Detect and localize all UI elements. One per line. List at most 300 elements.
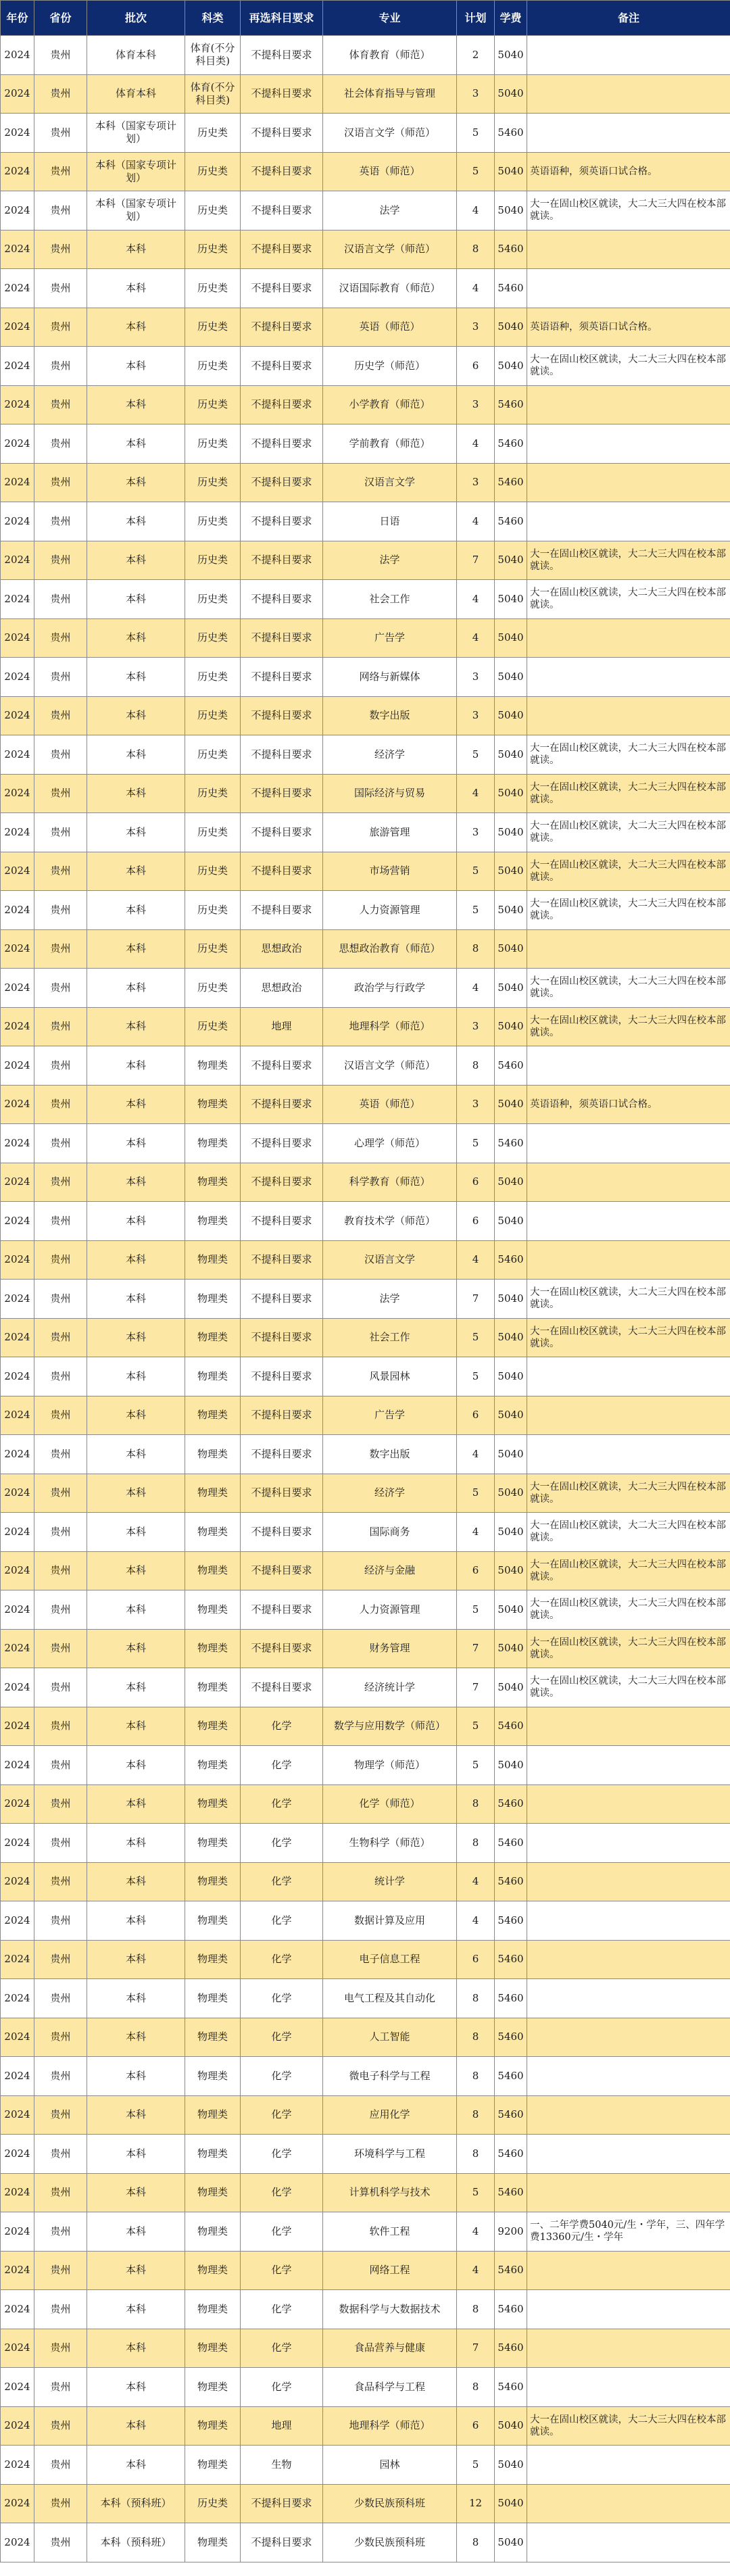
cell-plan-count: 5 — [457, 1357, 495, 1396]
cell-year: 2024 — [1, 2018, 34, 2057]
table-row — [1, 1357, 730, 1396]
cell-plan-count: 3 — [457, 308, 495, 347]
cell-elective-requirement: 化学 — [241, 2095, 323, 2135]
cell-elective-requirement: 不提科目要求 — [241, 735, 323, 775]
cell-elective-requirement: 不提科目要求 — [241, 774, 323, 813]
cell-elective-requirement: 不提科目要求 — [241, 658, 323, 697]
cell-remarks — [527, 1396, 730, 1435]
cell-province: 贵州 — [34, 385, 87, 424]
table-row — [1, 1746, 730, 1785]
cell-year: 2024 — [1, 347, 34, 386]
cell-elective-requirement: 不提科目要求 — [241, 74, 323, 114]
cell-tuition: 5460 — [495, 2329, 527, 2368]
cell-subject-category: 物理类 — [185, 1707, 241, 1746]
table-row — [1, 269, 730, 308]
cell-remarks: 大一在固山校区就读，大二大三大四在校本部就读。 — [527, 969, 730, 1008]
cell-year: 2024 — [1, 230, 34, 269]
cell-subject-category: 历史类 — [185, 269, 241, 308]
cell-remarks: 大一在固山校区就读，大二大三大四在校本部就读。 — [527, 735, 730, 775]
cell-tuition: 5460 — [495, 1862, 527, 1901]
cell-year: 2024 — [1, 541, 34, 580]
table-row — [1, 2212, 730, 2252]
cell-plan-count: 8 — [457, 1784, 495, 1824]
cell-plan-count: 5 — [457, 1124, 495, 1163]
cell-year: 2024 — [1, 1046, 34, 1086]
cell-subject-category: 历史类 — [185, 385, 241, 424]
cell-batch: 本科 — [87, 2290, 185, 2329]
cell-province: 贵州 — [34, 813, 87, 852]
cell-elective-requirement: 不提科目要求 — [241, 1163, 323, 1202]
cell-batch: 体育本科 — [87, 74, 185, 114]
cell-plan-count: 5 — [457, 1474, 495, 1513]
cell-plan-count: 5 — [457, 735, 495, 775]
cell-remarks — [527, 1862, 730, 1901]
cell-tuition: 5040 — [495, 813, 527, 852]
cell-remarks — [527, 2290, 730, 2329]
table-row — [1, 152, 730, 191]
cell-plan-count: 4 — [457, 502, 495, 541]
cell-remarks — [527, 1240, 730, 1280]
cell-subject-category: 历史类 — [185, 191, 241, 230]
table-row — [1, 1124, 730, 1163]
cell-plan-count: 5 — [457, 1746, 495, 1785]
cell-elective-requirement: 不提科目要求 — [241, 1668, 323, 1707]
cell-remarks — [527, 2057, 730, 2096]
cell-province: 贵州 — [34, 696, 87, 735]
cell-subject-category: 物理类 — [185, 1046, 241, 1086]
cell-year: 2024 — [1, 1862, 34, 1901]
table-row — [1, 1590, 730, 1630]
cell-remarks — [527, 1824, 730, 1863]
cell-plan-count: 8 — [457, 929, 495, 969]
cell-year: 2024 — [1, 2523, 34, 2562]
table-row — [1, 1824, 730, 1863]
cell-subject-category: 历史类 — [185, 929, 241, 969]
cell-year: 2024 — [1, 1396, 34, 1435]
cell-major: 国际商务 — [323, 1513, 457, 1552]
cell-major: 食品科学与工程 — [323, 2368, 457, 2407]
cell-year: 2024 — [1, 463, 34, 502]
cell-plan-count: 8 — [457, 2057, 495, 2096]
cell-remarks — [527, 2173, 730, 2212]
cell-elective-requirement: 不提科目要求 — [241, 2484, 323, 2523]
cell-province: 贵州 — [34, 424, 87, 464]
cell-year: 2024 — [1, 1901, 34, 1941]
table-row — [1, 774, 730, 813]
cell-province: 贵州 — [34, 1590, 87, 1630]
cell-major: 经济统计学 — [323, 1668, 457, 1707]
cell-subject-category: 物理类 — [185, 1824, 241, 1863]
cell-province: 贵州 — [34, 191, 87, 230]
table-row — [1, 2251, 730, 2290]
cell-year: 2024 — [1, 2290, 34, 2329]
cell-plan-count: 12 — [457, 2484, 495, 2523]
cell-major: 人工智能 — [323, 2018, 457, 2057]
cell-plan-count: 4 — [457, 1240, 495, 1280]
cell-remarks — [527, 2135, 730, 2174]
cell-remarks — [527, 2095, 730, 2135]
cell-year: 2024 — [1, 929, 34, 969]
cell-remarks — [527, 502, 730, 541]
cell-batch: 本科 — [87, 1240, 185, 1280]
table-row — [1, 1979, 730, 2018]
cell-major: 网络工程 — [323, 2251, 457, 2290]
cell-province: 贵州 — [34, 852, 87, 891]
cell-tuition: 5460 — [495, 463, 527, 502]
cell-plan-count: 5 — [457, 852, 495, 891]
cell-tuition: 5040 — [495, 891, 527, 930]
column-header-subject-category: 科类 — [185, 1, 241, 36]
cell-elective-requirement: 不提科目要求 — [241, 269, 323, 308]
table-row — [1, 2135, 730, 2174]
cell-year: 2024 — [1, 2057, 34, 2096]
cell-subject-category: 物理类 — [185, 1240, 241, 1280]
cell-subject-category: 物理类 — [185, 1474, 241, 1513]
cell-batch: 本科 — [87, 2368, 185, 2407]
cell-elective-requirement: 不提科目要求 — [241, 1474, 323, 1513]
column-header-remarks: 备注 — [527, 1, 730, 36]
cell-remarks: 大一在固山校区就读，大二大三大四在校本部就读。 — [527, 1513, 730, 1552]
cell-subject-category: 物理类 — [185, 1396, 241, 1435]
cell-subject-category: 物理类 — [185, 1862, 241, 1901]
cell-elective-requirement: 不提科目要求 — [241, 1551, 323, 1590]
cell-tuition: 5040 — [495, 696, 527, 735]
cell-subject-category: 物理类 — [185, 1590, 241, 1630]
cell-major: 数字出版 — [323, 1435, 457, 1474]
cell-batch: 本科（国家专项计划） — [87, 191, 185, 230]
cell-remarks — [527, 1435, 730, 1474]
cell-plan-count: 8 — [457, 230, 495, 269]
cell-plan-count: 6 — [457, 1551, 495, 1590]
cell-major: 园林 — [323, 2446, 457, 2485]
cell-plan-count: 5 — [457, 1707, 495, 1746]
cell-subject-category: 历史类 — [185, 580, 241, 619]
cell-subject-category: 物理类 — [185, 1979, 241, 2018]
cell-remarks: 大一在固山校区就读，大二大三大四在校本部就读。 — [527, 1474, 730, 1513]
table-row — [1, 852, 730, 891]
cell-major: 数据科学与大数据技术 — [323, 2290, 457, 2329]
cell-tuition: 5040 — [495, 1318, 527, 1357]
cell-province: 贵州 — [34, 2446, 87, 2485]
cell-major: 市场营销 — [323, 852, 457, 891]
cell-elective-requirement: 不提科目要求 — [241, 813, 323, 852]
cell-plan-count: 3 — [457, 74, 495, 114]
cell-subject-category: 历史类 — [185, 658, 241, 697]
table-row — [1, 813, 730, 852]
cell-province: 贵州 — [34, 541, 87, 580]
cell-remarks: 一、二年学费5040元/生・学年，三、四年学费13360元/生・学年 — [527, 2212, 730, 2252]
cell-province: 贵州 — [34, 1163, 87, 1202]
cell-major: 社会体育指导与管理 — [323, 74, 457, 114]
cell-tuition: 5040 — [495, 1280, 527, 1319]
cell-remarks — [527, 1707, 730, 1746]
cell-remarks: 大一在固山校区就读，大二大三大四在校本部就读。 — [527, 1629, 730, 1668]
cell-province: 贵州 — [34, 502, 87, 541]
table-row — [1, 1784, 730, 1824]
cell-plan-count: 8 — [457, 2018, 495, 2057]
table-row — [1, 969, 730, 1008]
cell-elective-requirement: 生物 — [241, 2446, 323, 2485]
cell-major: 经济与金融 — [323, 1551, 457, 1590]
cell-remarks: 英语语种，须英语口试合格。 — [527, 1085, 730, 1124]
cell-batch: 本科 — [87, 658, 185, 697]
table-row — [1, 735, 730, 775]
cell-tuition: 5040 — [495, 2484, 527, 2523]
cell-province: 贵州 — [34, 658, 87, 697]
cell-major: 小学教育（师范） — [323, 385, 457, 424]
cell-remarks — [527, 2368, 730, 2407]
cell-remarks — [527, 929, 730, 969]
cell-plan-count: 8 — [457, 1824, 495, 1863]
cell-major: 汉语言文学（师范） — [323, 114, 457, 153]
cell-elective-requirement: 不提科目要求 — [241, 1046, 323, 1086]
cell-tuition: 9200 — [495, 2212, 527, 2252]
cell-batch: 本科 — [87, 2095, 185, 2135]
cell-tuition: 5460 — [495, 2095, 527, 2135]
cell-year: 2024 — [1, 385, 34, 424]
cell-year: 2024 — [1, 1318, 34, 1357]
cell-tuition: 5460 — [495, 2173, 527, 2212]
cell-tuition: 5460 — [495, 2368, 527, 2407]
cell-year: 2024 — [1, 1551, 34, 1590]
cell-remarks — [527, 1163, 730, 1202]
cell-tuition: 5040 — [495, 152, 527, 191]
cell-major: 生物科学（师范） — [323, 1824, 457, 1863]
table-row — [1, 1707, 730, 1746]
table-row — [1, 929, 730, 969]
cell-year: 2024 — [1, 2329, 34, 2368]
table-row — [1, 2173, 730, 2212]
cell-major: 地理科学（师范） — [323, 2406, 457, 2446]
cell-year: 2024 — [1, 852, 34, 891]
cell-tuition: 5040 — [495, 1007, 527, 1046]
cell-year: 2024 — [1, 1824, 34, 1863]
cell-year: 2024 — [1, 774, 34, 813]
cell-major: 网络与新媒体 — [323, 658, 457, 697]
cell-batch: 本科 — [87, 1357, 185, 1396]
cell-province: 贵州 — [34, 2095, 87, 2135]
cell-year: 2024 — [1, 1629, 34, 1668]
cell-year: 2024 — [1, 308, 34, 347]
cell-elective-requirement: 化学 — [241, 1979, 323, 2018]
cell-plan-count: 8 — [457, 2095, 495, 2135]
table-row — [1, 114, 730, 153]
cell-year: 2024 — [1, 735, 34, 775]
cell-remarks — [527, 2446, 730, 2485]
cell-province: 贵州 — [34, 929, 87, 969]
cell-elective-requirement: 化学 — [241, 2212, 323, 2252]
cell-subject-category: 物理类 — [185, 2406, 241, 2446]
table-row — [1, 2446, 730, 2485]
cell-remarks: 英语语种，须英语口试合格。 — [527, 308, 730, 347]
cell-elective-requirement: 不提科目要求 — [241, 696, 323, 735]
cell-province: 贵州 — [34, 1979, 87, 2018]
cell-major: 社会工作 — [323, 580, 457, 619]
cell-batch: 本科 — [87, 308, 185, 347]
cell-batch: 本科 — [87, 2251, 185, 2290]
cell-plan-count: 4 — [457, 969, 495, 1008]
cell-remarks — [527, 1046, 730, 1086]
cell-plan-count: 5 — [457, 2173, 495, 2212]
cell-major: 计算机科学与技术 — [323, 2173, 457, 2212]
cell-subject-category: 历史类 — [185, 308, 241, 347]
cell-batch: 本科 — [87, 618, 185, 658]
cell-major: 人力资源管理 — [323, 1590, 457, 1630]
cell-batch: 本科 — [87, 385, 185, 424]
table-row — [1, 191, 730, 230]
cell-province: 贵州 — [34, 2057, 87, 2096]
cell-subject-category: 物理类 — [185, 2135, 241, 2174]
cell-batch: 本科 — [87, 1396, 185, 1435]
column-header-plan-count: 计划 — [457, 1, 495, 36]
cell-plan-count: 4 — [457, 1513, 495, 1552]
cell-tuition: 5040 — [495, 1746, 527, 1785]
cell-elective-requirement: 不提科目要求 — [241, 502, 323, 541]
cell-major: 化学（师范） — [323, 1784, 457, 1824]
table-row — [1, 502, 730, 541]
cell-major: 英语（师范） — [323, 1085, 457, 1124]
cell-batch: 本科 — [87, 1784, 185, 1824]
column-header-elective-requirement: 再选科目要求 — [241, 1, 323, 36]
cell-tuition: 5040 — [495, 1629, 527, 1668]
cell-year: 2024 — [1, 2484, 34, 2523]
cell-batch: 本科 — [87, 1318, 185, 1357]
cell-major: 汉语言文学（师范） — [323, 1046, 457, 1086]
cell-year: 2024 — [1, 618, 34, 658]
cell-remarks — [527, 1901, 730, 1941]
table-row — [1, 463, 730, 502]
cell-major: 心理学（师范） — [323, 1124, 457, 1163]
table-row — [1, 2057, 730, 2096]
cell-subject-category: 物理类 — [185, 2095, 241, 2135]
cell-batch: 本科 — [87, 2406, 185, 2446]
cell-subject-category: 历史类 — [185, 696, 241, 735]
column-header-year: 年份 — [1, 1, 34, 36]
cell-major: 法学 — [323, 541, 457, 580]
cell-elective-requirement: 化学 — [241, 2329, 323, 2368]
cell-province: 贵州 — [34, 1280, 87, 1319]
table-row — [1, 308, 730, 347]
cell-province: 贵州 — [34, 36, 87, 75]
cell-tuition: 5040 — [495, 580, 527, 619]
table-row — [1, 424, 730, 464]
cell-plan-count: 4 — [457, 269, 495, 308]
cell-province: 贵州 — [34, 1824, 87, 1863]
cell-remarks: 英语语种，须英语口试合格。 — [527, 152, 730, 191]
cell-year: 2024 — [1, 502, 34, 541]
table-row — [1, 1629, 730, 1668]
cell-year: 2024 — [1, 2406, 34, 2446]
cell-batch: 本科 — [87, 1163, 185, 1202]
cell-subject-category: 历史类 — [185, 541, 241, 580]
cell-major: 思想政治教育（师范） — [323, 929, 457, 969]
cell-subject-category: 物理类 — [185, 2251, 241, 2290]
cell-tuition: 5040 — [495, 929, 527, 969]
cell-batch: 本科 — [87, 230, 185, 269]
cell-elective-requirement: 化学 — [241, 2368, 323, 2407]
cell-plan-count: 5 — [457, 2446, 495, 2485]
cell-remarks: 大一在固山校区就读，大二大三大四在校本部就读。 — [527, 2406, 730, 2446]
cell-plan-count: 6 — [457, 2406, 495, 2446]
cell-year: 2024 — [1, 424, 34, 464]
cell-tuition: 5460 — [495, 2251, 527, 2290]
table-row — [1, 1435, 730, 1474]
cell-subject-category: 物理类 — [185, 1357, 241, 1396]
cell-batch: 本科 — [87, 2057, 185, 2096]
cell-remarks — [527, 1746, 730, 1785]
cell-major: 统计学 — [323, 1862, 457, 1901]
cell-year: 2024 — [1, 1240, 34, 1280]
cell-elective-requirement: 化学 — [241, 1707, 323, 1746]
cell-province: 贵州 — [34, 1046, 87, 1086]
cell-tuition: 5460 — [495, 230, 527, 269]
cell-province: 贵州 — [34, 1862, 87, 1901]
cell-batch: 本科 — [87, 1862, 185, 1901]
cell-tuition: 5040 — [495, 1202, 527, 1241]
cell-elective-requirement: 化学 — [241, 2173, 323, 2212]
cell-plan-count: 5 — [457, 1318, 495, 1357]
cell-elective-requirement: 不提科目要求 — [241, 618, 323, 658]
cell-province: 贵州 — [34, 1085, 87, 1124]
cell-plan-count: 3 — [457, 1085, 495, 1124]
cell-province: 贵州 — [34, 1474, 87, 1513]
cell-year: 2024 — [1, 1979, 34, 2018]
cell-major: 汉语言文学 — [323, 1240, 457, 1280]
cell-province: 贵州 — [34, 1629, 87, 1668]
cell-subject-category: 物理类 — [185, 1784, 241, 1824]
cell-batch: 本科 — [87, 1007, 185, 1046]
cell-remarks — [527, 618, 730, 658]
cell-major: 数字出版 — [323, 696, 457, 735]
cell-major: 日语 — [323, 502, 457, 541]
cell-elective-requirement: 不提科目要求 — [241, 1435, 323, 1474]
cell-plan-count: 3 — [457, 813, 495, 852]
cell-plan-count: 8 — [457, 2523, 495, 2562]
cell-batch: 本科 — [87, 1901, 185, 1941]
cell-batch: 本科 — [87, 1202, 185, 1241]
cell-province: 贵州 — [34, 1551, 87, 1590]
cell-major: 数据计算及应用 — [323, 1901, 457, 1941]
cell-major: 教育技术学（师范） — [323, 1202, 457, 1241]
cell-batch: 本科 — [87, 2212, 185, 2252]
cell-year: 2024 — [1, 2173, 34, 2212]
cell-remarks — [527, 2329, 730, 2368]
cell-year: 2024 — [1, 1513, 34, 1552]
cell-tuition: 5460 — [495, 2057, 527, 2096]
table-row — [1, 541, 730, 580]
cell-subject-category: 历史类 — [185, 774, 241, 813]
cell-major: 国际经济与贸易 — [323, 774, 457, 813]
cell-subject-category: 物理类 — [185, 1513, 241, 1552]
cell-major: 旅游管理 — [323, 813, 457, 852]
cell-tuition: 5460 — [495, 1124, 527, 1163]
cell-province: 贵州 — [34, 2135, 87, 2174]
cell-plan-count: 3 — [457, 696, 495, 735]
cell-elective-requirement: 不提科目要求 — [241, 1357, 323, 1396]
cell-elective-requirement: 思想政治 — [241, 969, 323, 1008]
cell-subject-category: 历史类 — [185, 1007, 241, 1046]
cell-plan-count: 3 — [457, 385, 495, 424]
cell-elective-requirement: 不提科目要求 — [241, 2523, 323, 2562]
cell-remarks: 大一在固山校区就读，大二大三大四在校本部就读。 — [527, 541, 730, 580]
cell-major: 地理科学（师范） — [323, 1007, 457, 1046]
cell-plan-count: 3 — [457, 463, 495, 502]
cell-year: 2024 — [1, 1435, 34, 1474]
cell-subject-category: 物理类 — [185, 1280, 241, 1319]
cell-province: 贵州 — [34, 1240, 87, 1280]
cell-remarks — [527, 1124, 730, 1163]
cell-province: 贵州 — [34, 2329, 87, 2368]
